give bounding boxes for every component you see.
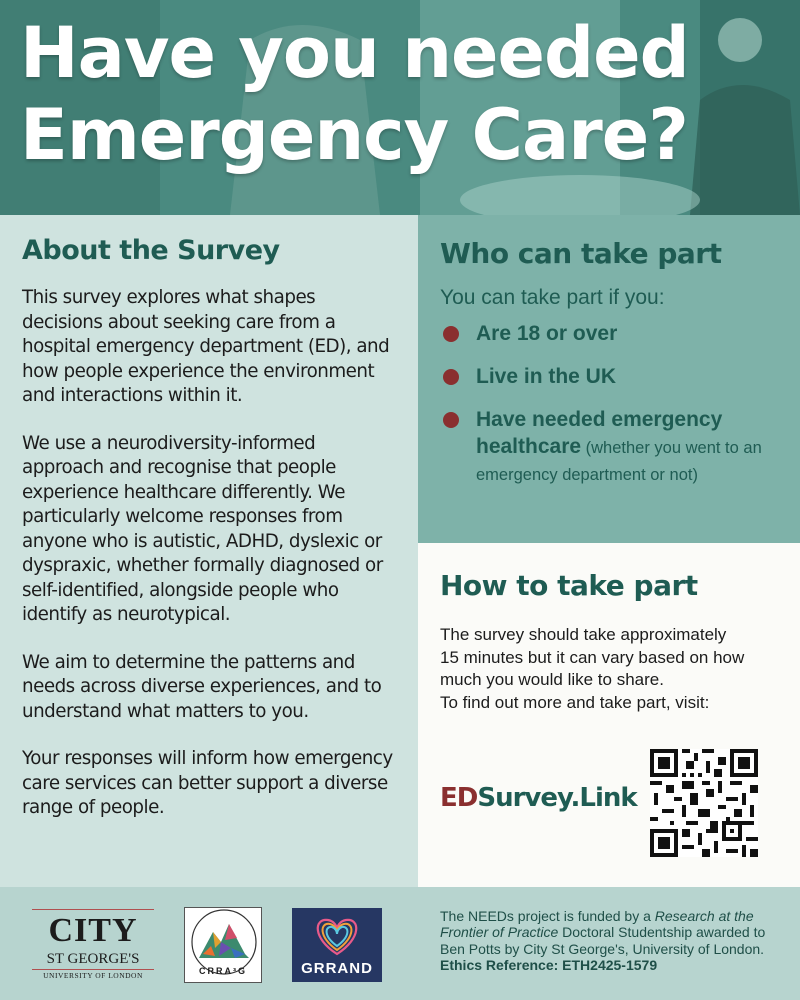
footer (0, 887, 800, 1000)
hero-banner (0, 0, 800, 215)
city-logo-line-3: UNIVERSITY OF LONDON (43, 971, 143, 980)
about-paragraph-3: We aim to determine the patterns and needs across diverse experiences, and to understand what matters to you. (22, 651, 382, 722)
how-line-3: much you would like to share. (440, 670, 664, 689)
funding-statement (440, 908, 790, 973)
funding-text-end: Doctoral Studentship awarded to Ben Potts by City St George's, University of London. (440, 924, 766, 957)
about-paragraph-4: Your responses will inform how emergency care services can better support a diverse range of people. (22, 748, 393, 818)
grrand-logo-text: GRRAND (301, 960, 373, 977)
how-line-1: The survey should take approximately (440, 625, 727, 644)
who-intro: You can take part if you: (440, 286, 665, 309)
ethics-reference: Ethics Reference: ETH2425-1579 (440, 956, 658, 973)
criteria-item (440, 406, 780, 487)
city-logo-line-1: CITY (48, 912, 138, 949)
criteria-note: (whether you went to an emergency department or not) (476, 439, 762, 484)
about-section (0, 215, 418, 887)
about-paragraph-1: This survey explores what shapes decisions about seeking care from a hospital emergency department (ED), and how people experience the environment and interactions within it. (22, 287, 390, 406)
criteria-list (440, 320, 780, 487)
criteria-text: Live in the UK (476, 365, 617, 388)
bullet-dot-icon (443, 412, 459, 428)
funding-programme-name: Research at the Frontier of Practice (440, 908, 754, 941)
how-line-2: 15 minutes but it can vary based on how (440, 647, 745, 667)
who-section (418, 215, 800, 543)
title-line-1: Have you needed (20, 12, 689, 94)
city-st-georges-logo (32, 909, 154, 981)
who-heading: Who can take part (440, 237, 722, 270)
criteria-item (440, 320, 780, 347)
survey-link[interactable] (440, 783, 637, 813)
survey-link-prefix[interactable]: ED (440, 783, 478, 813)
qr-code-icon[interactable] (650, 749, 758, 857)
about-heading: About the Survey (22, 235, 280, 266)
bullet-dot-icon (443, 326, 459, 342)
how-line-4: To find out more and take part, visit: (440, 692, 710, 712)
about-paragraph-2: We use a neurodiversity-informed approach and recognise that people experience healthcare differently. We particularly welcome responses from anyone who is autistic, ADHD, dyslexic or dyspraxic, whether formally diagnosed or self-identified, alongside people who identify as neurotypical. (22, 432, 383, 625)
how-heading: How to take part (440, 569, 698, 602)
city-logo-line-2: ST GEORGE'S (46, 951, 140, 967)
survey-link-rest[interactable]: Survey.Link (477, 783, 637, 813)
how-section (418, 543, 800, 887)
bullet-dot-icon (443, 369, 459, 385)
criteria-item (440, 363, 780, 390)
grrand-logo (292, 908, 382, 982)
crrag-logo-text: CRRA³G (199, 966, 247, 976)
criteria-text: Are 18 or over (476, 322, 618, 345)
logo-rule-top (32, 909, 154, 910)
funding-text-start: The NEEDs project is funded by a (440, 908, 655, 924)
logo-rule-bottom (32, 969, 154, 970)
title-line-2: Emergency Care? (20, 94, 688, 176)
crrag-logo (184, 907, 262, 983)
criteria-text: Have needed emergency healthcare (476, 408, 723, 458)
main-title (20, 12, 790, 176)
how-description (440, 624, 780, 714)
